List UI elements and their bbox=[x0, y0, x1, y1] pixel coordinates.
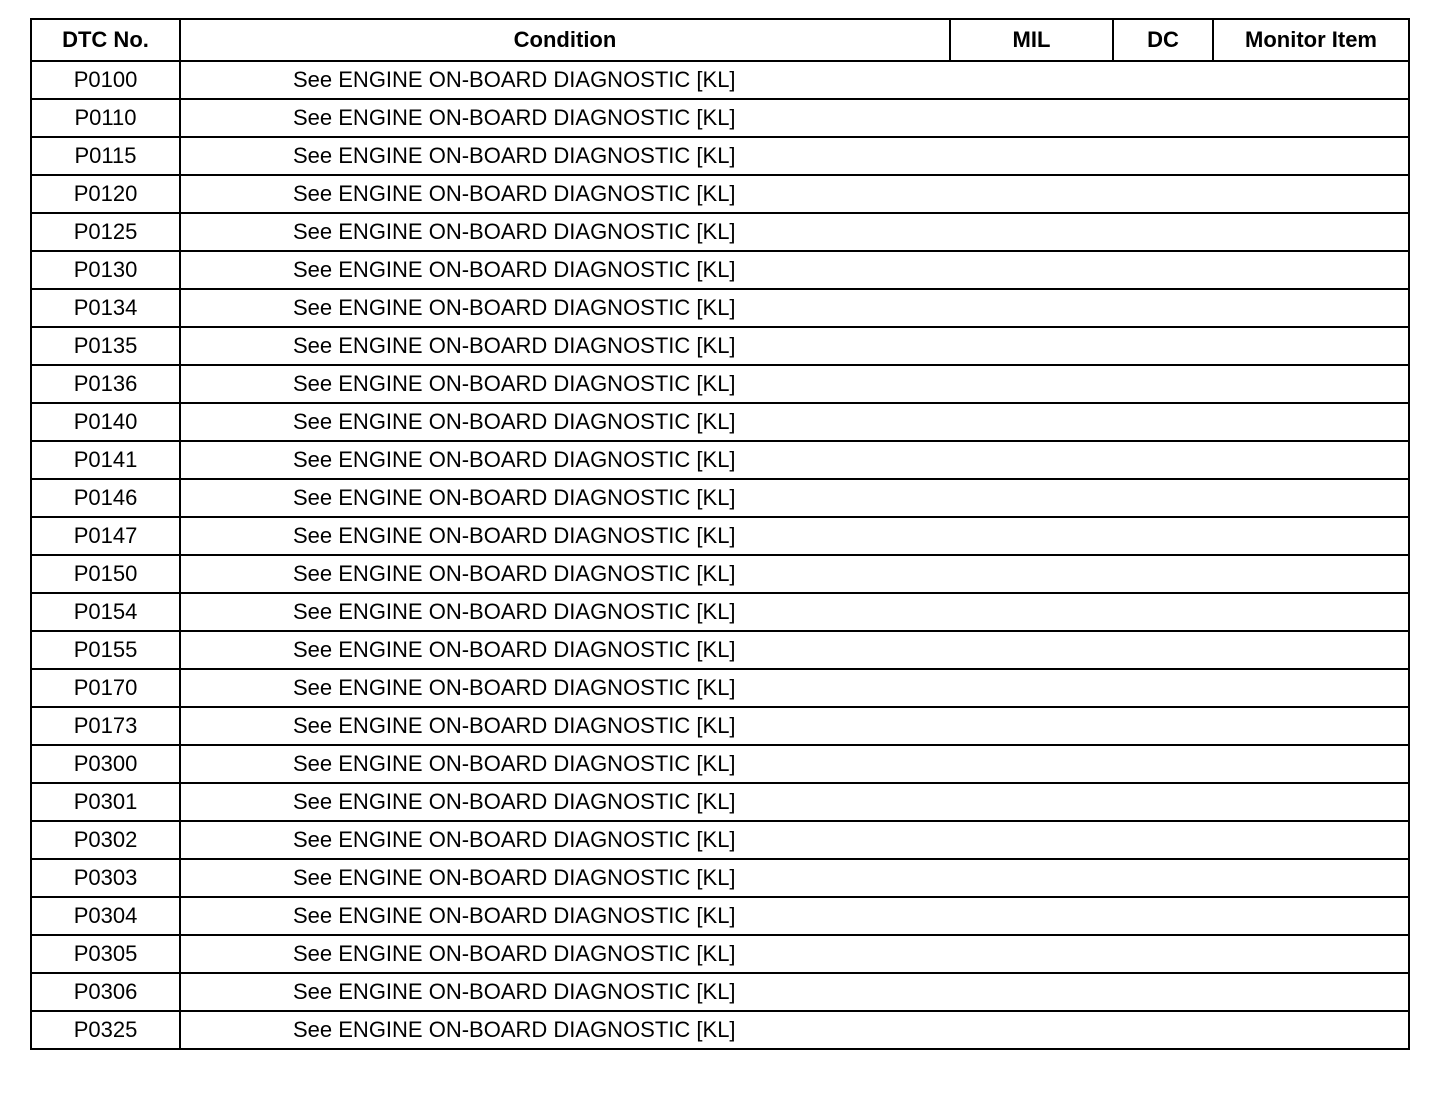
condition-cell: See ENGINE ON-BOARD DIAGNOSTIC [KL] bbox=[180, 935, 1409, 973]
dtc-code-cell: P0134 bbox=[31, 289, 180, 327]
dtc-code-cell: P0305 bbox=[31, 935, 180, 973]
table-row bbox=[31, 365, 1409, 403]
condition-cell: See ENGINE ON-BOARD DIAGNOSTIC [KL] bbox=[180, 1011, 1409, 1049]
condition-cell: See ENGINE ON-BOARD DIAGNOSTIC [KL] bbox=[180, 821, 1409, 859]
table-row bbox=[31, 61, 1409, 99]
dtc-code-cell: P0173 bbox=[31, 707, 180, 745]
table-row bbox=[31, 441, 1409, 479]
table-row bbox=[31, 935, 1409, 973]
condition-cell: See ENGINE ON-BOARD DIAGNOSTIC [KL] bbox=[180, 897, 1409, 935]
table-row bbox=[31, 593, 1409, 631]
table-row bbox=[31, 669, 1409, 707]
header-mil: MIL bbox=[950, 19, 1113, 61]
dtc-code-cell: P0135 bbox=[31, 327, 180, 365]
dtc-code-cell: P0115 bbox=[31, 137, 180, 175]
table-row bbox=[31, 137, 1409, 175]
condition-cell: See ENGINE ON-BOARD DIAGNOSTIC [KL] bbox=[180, 555, 1409, 593]
condition-cell: See ENGINE ON-BOARD DIAGNOSTIC [KL] bbox=[180, 707, 1409, 745]
condition-cell: See ENGINE ON-BOARD DIAGNOSTIC [KL] bbox=[180, 61, 1409, 99]
condition-cell: See ENGINE ON-BOARD DIAGNOSTIC [KL] bbox=[180, 251, 1409, 289]
condition-cell: See ENGINE ON-BOARD DIAGNOSTIC [KL] bbox=[180, 175, 1409, 213]
dtc-code-cell: P0120 bbox=[31, 175, 180, 213]
dtc-code-cell: P0147 bbox=[31, 517, 180, 555]
dtc-code-cell: P0136 bbox=[31, 365, 180, 403]
dtc-code-cell: P0150 bbox=[31, 555, 180, 593]
table-row bbox=[31, 1011, 1409, 1049]
dtc-code-cell: P0125 bbox=[31, 213, 180, 251]
table-row bbox=[31, 289, 1409, 327]
table-row bbox=[31, 555, 1409, 593]
header-dtc-no: DTC No. bbox=[31, 19, 180, 61]
header-dc: DC bbox=[1113, 19, 1213, 61]
table-row bbox=[31, 479, 1409, 517]
table-row bbox=[31, 973, 1409, 1011]
condition-cell: See ENGINE ON-BOARD DIAGNOSTIC [KL] bbox=[180, 289, 1409, 327]
dtc-code-cell: P0130 bbox=[31, 251, 180, 289]
condition-cell: See ENGINE ON-BOARD DIAGNOSTIC [KL] bbox=[180, 137, 1409, 175]
dtc-code-cell: P0110 bbox=[31, 99, 180, 137]
condition-cell: See ENGINE ON-BOARD DIAGNOSTIC [KL] bbox=[180, 631, 1409, 669]
header-monitor-item: Monitor Item bbox=[1213, 19, 1409, 61]
table-row bbox=[31, 745, 1409, 783]
header-condition: Condition bbox=[180, 19, 950, 61]
table-row bbox=[31, 213, 1409, 251]
condition-cell: See ENGINE ON-BOARD DIAGNOSTIC [KL] bbox=[180, 441, 1409, 479]
table-row bbox=[31, 175, 1409, 213]
dtc-code-cell: P0302 bbox=[31, 821, 180, 859]
dtc-code-cell: P0100 bbox=[31, 61, 180, 99]
dtc-code-cell: P0141 bbox=[31, 441, 180, 479]
dtc-code-cell: P0303 bbox=[31, 859, 180, 897]
condition-cell: See ENGINE ON-BOARD DIAGNOSTIC [KL] bbox=[180, 669, 1409, 707]
table-row bbox=[31, 859, 1409, 897]
dtc-code-cell: P0300 bbox=[31, 745, 180, 783]
dtc-code-cell: P0301 bbox=[31, 783, 180, 821]
condition-cell: See ENGINE ON-BOARD DIAGNOSTIC [KL] bbox=[180, 99, 1409, 137]
condition-cell: See ENGINE ON-BOARD DIAGNOSTIC [KL] bbox=[180, 973, 1409, 1011]
condition-cell: See ENGINE ON-BOARD DIAGNOSTIC [KL] bbox=[180, 593, 1409, 631]
dtc-code-cell: P0155 bbox=[31, 631, 180, 669]
dtc-code-cell: P0154 bbox=[31, 593, 180, 631]
table-row bbox=[31, 327, 1409, 365]
table-row bbox=[31, 251, 1409, 289]
condition-cell: See ENGINE ON-BOARD DIAGNOSTIC [KL] bbox=[180, 745, 1409, 783]
table-row bbox=[31, 99, 1409, 137]
condition-cell: See ENGINE ON-BOARD DIAGNOSTIC [KL] bbox=[180, 365, 1409, 403]
dtc-code-cell: P0140 bbox=[31, 403, 180, 441]
dtc-code-cell: P0304 bbox=[31, 897, 180, 935]
table-row bbox=[31, 403, 1409, 441]
dtc-code-cell: P0146 bbox=[31, 479, 180, 517]
condition-cell: See ENGINE ON-BOARD DIAGNOSTIC [KL] bbox=[180, 783, 1409, 821]
condition-cell: See ENGINE ON-BOARD DIAGNOSTIC [KL] bbox=[180, 859, 1409, 897]
dtc-code-cell: P0325 bbox=[31, 1011, 180, 1049]
table-row bbox=[31, 783, 1409, 821]
table-row bbox=[31, 517, 1409, 555]
table-row bbox=[31, 897, 1409, 935]
table-row bbox=[31, 631, 1409, 669]
dtc-table bbox=[30, 18, 1410, 1050]
table-row bbox=[31, 707, 1409, 745]
table-header bbox=[31, 19, 1409, 61]
table-row bbox=[31, 821, 1409, 859]
header-row bbox=[31, 19, 1409, 61]
dtc-code-cell: P0306 bbox=[31, 973, 180, 1011]
condition-cell: See ENGINE ON-BOARD DIAGNOSTIC [KL] bbox=[180, 479, 1409, 517]
dtc-code-cell: P0170 bbox=[31, 669, 180, 707]
table-body bbox=[31, 61, 1409, 1049]
condition-cell: See ENGINE ON-BOARD DIAGNOSTIC [KL] bbox=[180, 213, 1409, 251]
condition-cell: See ENGINE ON-BOARD DIAGNOSTIC [KL] bbox=[180, 517, 1409, 555]
condition-cell: See ENGINE ON-BOARD DIAGNOSTIC [KL] bbox=[180, 403, 1409, 441]
condition-cell: See ENGINE ON-BOARD DIAGNOSTIC [KL] bbox=[180, 327, 1409, 365]
